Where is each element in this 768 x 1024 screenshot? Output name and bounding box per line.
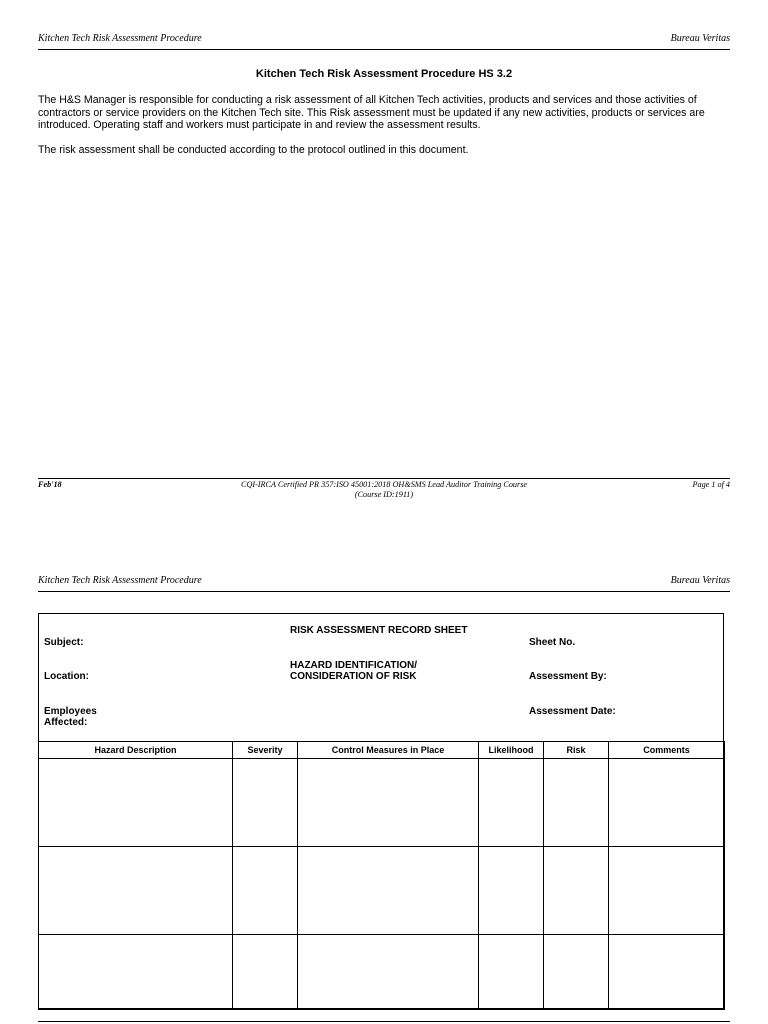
intro-line: The H&S Manager is responsible for conducting a risk assessment of all Kitchen Tech activities, products and services and those activities of [38,94,697,106]
risk-assessment-record-sheet [38,613,724,1009]
page1-header-left: Kitchen Tech Risk Assessment Procedure [38,33,202,44]
table-row [39,935,725,1010]
table-cell [39,847,233,935]
location-label: Location: [44,671,89,682]
page2-footer-rule [38,1021,730,1022]
col-comments: Comments [609,742,725,759]
page1-header-rule [38,49,730,50]
table-cell [544,759,609,847]
table-row [39,847,725,935]
table-cell [233,847,298,935]
employees-label-line: Employees [44,706,97,717]
intro-line: contractors or service providers on the Kitchen Tech site. This Risk assessment must be updated if any new activities, products or services are [38,106,705,119]
intro-line: introduced. Operating staff and workers must participate in and review the assessment results. [38,119,481,132]
table-row [39,759,725,847]
table-cell [479,847,544,935]
page1-title: Kitchen Tech Risk Assessment Procedure HS 3.2 [255,68,513,80]
sheet-no-label: Sheet No. [529,637,576,648]
footer-course-id: (Course ID:1911) [354,490,414,499]
page2-header-left: Kitchen Tech Risk Assessment Procedure [38,575,202,586]
table-cell [298,935,479,1010]
footer-course-line: CQI-IRCA Certified PR 357:ISO 45001:2018 OH&SMS Lead Auditor Training Course [240,480,528,489]
page2-header-rule [38,591,730,592]
table-cell [609,847,725,935]
hazard-table [38,741,725,1010]
table-cell [544,847,609,935]
table-cell [544,935,609,1010]
page1-header-right: Bureau Veritas [670,33,730,44]
page2-header-right: Bureau Veritas [670,575,730,586]
col-risk: Risk [544,742,609,759]
hazard-identification-heading [290,660,417,682]
page1-page-number: Page 1 of 4 [692,480,730,489]
table-header-row [39,742,725,759]
page1-footer-course [150,480,618,500]
col-likelihood: Likelihood [479,742,544,759]
table-cell [609,759,725,847]
subject-label: Subject: [44,637,84,648]
record-sheet-heading: RISK ASSESSMENT RECORD SHEET [290,625,468,636]
table-cell [39,935,233,1010]
col-severity: Severity [233,742,298,759]
page1-protocol-paragraph: The risk assessment shall be conducted according to the protocol outlined in this document. [38,144,469,156]
table-cell [39,759,233,847]
page1-intro-paragraph [38,94,732,132]
assessment-date-label: Assessment Date: [529,706,616,717]
table-cell [609,935,725,1010]
table-cell [298,759,479,847]
table-cell [233,935,298,1010]
col-hazard-description: Hazard Description [39,742,233,759]
table-cell [479,759,544,847]
table-cell [298,847,479,935]
employees-affected-label [44,706,97,728]
page1-footer-date: Feb'18 [38,480,62,489]
employees-label-line: Affected: [44,717,88,728]
hazard-heading-line: CONSIDERATION OF RISK [290,671,417,682]
page1-footer-rule [38,478,730,479]
table-cell [233,759,298,847]
table-cell [479,935,544,1010]
col-control-measures: Control Measures in Place [298,742,479,759]
hazard-heading-line: HAZARD IDENTIFICATION/ [290,660,418,671]
assessment-by-label: Assessment By: [529,671,607,682]
